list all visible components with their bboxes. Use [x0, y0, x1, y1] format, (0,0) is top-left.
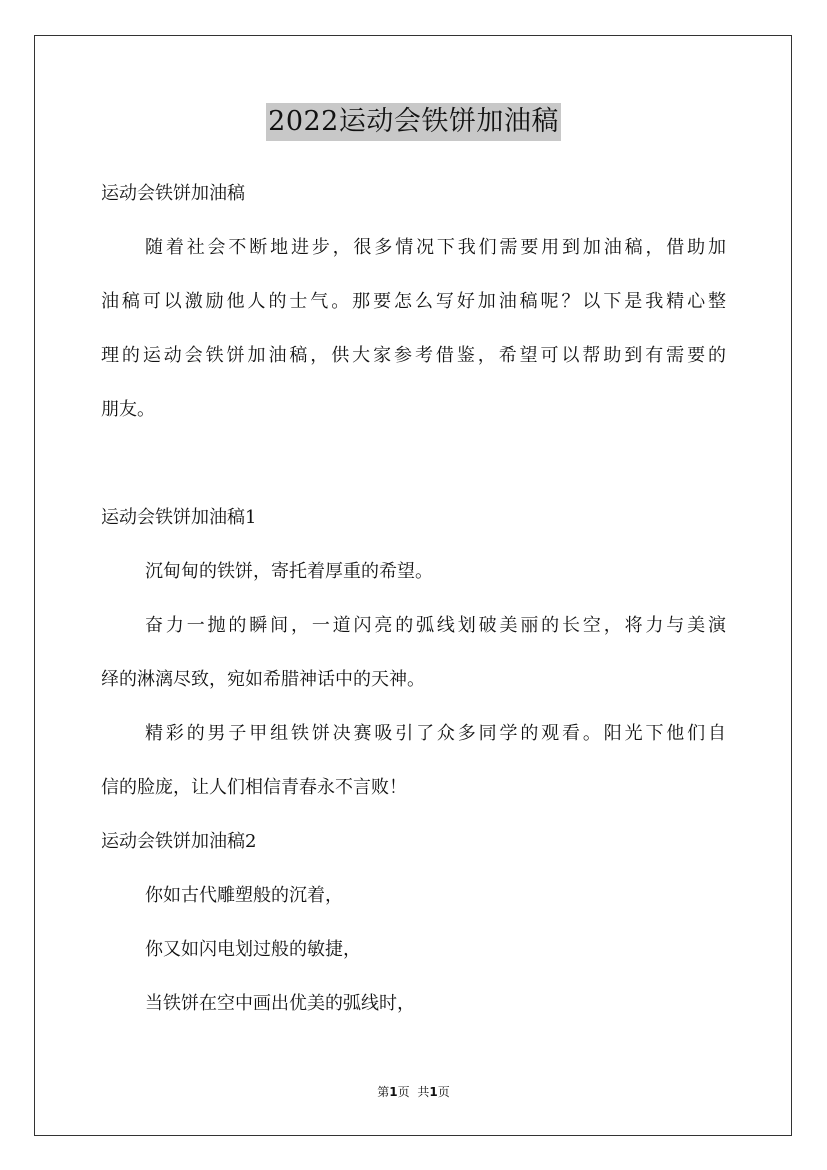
- section1-line: 沉甸甸的铁饼，寄托着厚重的希望。: [145, 561, 433, 582]
- document-title: 2022运动会铁饼加油稿: [266, 103, 561, 141]
- footer-total-prefix: 共: [417, 1085, 430, 1099]
- footer-page-suffix: 页: [397, 1085, 410, 1099]
- intro-heading: 运动会铁饼加油稿: [101, 183, 245, 204]
- title-container: [0, 103, 827, 141]
- footer-page-prefix: 第: [377, 1085, 390, 1099]
- section2-line: 当铁饼在空中画出优美的弧线时，: [145, 993, 415, 1014]
- intro-line: 朋友。: [101, 399, 155, 420]
- page-footer: [0, 1084, 827, 1100]
- section1-heading: 运动会铁饼加油稿1: [101, 507, 257, 528]
- footer-total-number: 1: [429, 1085, 438, 1099]
- intro-line: 随着社会不断地进步，很多情况下我们需要用到加油稿，借助加: [145, 237, 726, 258]
- section1-line: 奋力一抛的瞬间，一道闪亮的弧线划破美丽的长空，将力与美演: [145, 615, 726, 636]
- intro-line: 理的运动会铁饼加油稿，供大家参考借鉴，希望可以帮助到有需要的: [101, 345, 726, 366]
- section1-line: 绎的淋漓尽致，宛如希腊神话中的天神。: [101, 669, 425, 690]
- section2-line: 你如古代雕塑般的沉着，: [145, 885, 343, 906]
- section2-heading: 运动会铁饼加油稿2: [101, 831, 257, 852]
- footer-total-suffix: 页: [437, 1085, 450, 1099]
- section1-line: 信的脸庞，让人们相信青春永不言败！: [101, 777, 407, 798]
- footer-page-number: 1: [389, 1085, 398, 1099]
- intro-line: 油稿可以激励他人的士气。那要怎么写好加油稿呢？以下是我精心整: [101, 291, 726, 312]
- section2-line: 你又如闪电划过般的敏捷，: [145, 939, 361, 960]
- section1-line: 精彩的男子甲组铁饼决赛吸引了众多同学的观看。阳光下他们自: [145, 723, 726, 744]
